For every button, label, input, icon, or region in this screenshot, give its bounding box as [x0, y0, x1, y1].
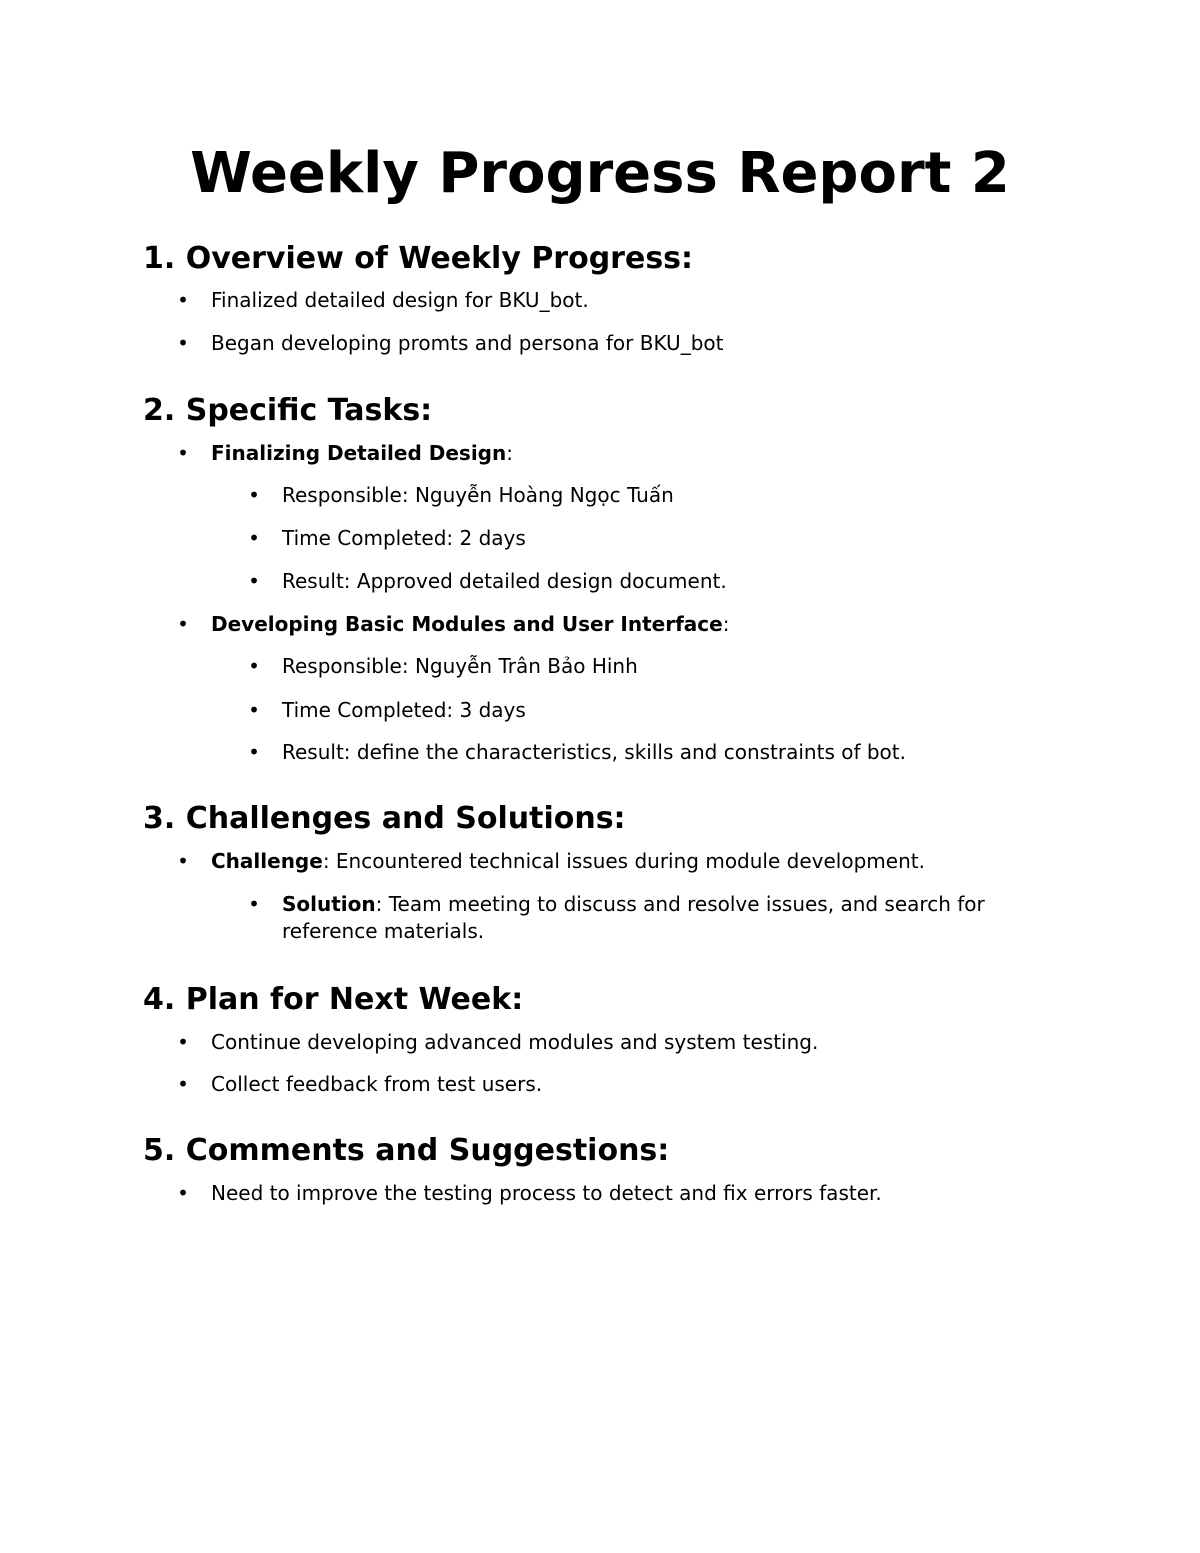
- solution-text: : Team meeting to discuss and resolve issues, and search for reference materials.: [282, 892, 985, 943]
- bullet-icon: •: [177, 288, 189, 312]
- bullet-icon: •: [248, 654, 260, 678]
- solution-item: [248, 891, 1052, 945]
- bullet-icon: •: [177, 849, 189, 873]
- section-heading-overview: 1. Overview of Weekly Progress:: [143, 241, 694, 276]
- bullet-icon: •: [177, 441, 189, 465]
- task-detail-text: Time Completed: 2 days: [282, 526, 526, 550]
- task-detail: [248, 653, 638, 680]
- solution-label: Solution: [282, 892, 376, 916]
- bullet-icon: •: [248, 892, 260, 916]
- task-suffix: :: [722, 612, 730, 636]
- section-heading-challenges: 3. Challenges and Solutions:: [143, 801, 626, 836]
- bullet-icon: •: [177, 331, 189, 355]
- task-detail-text: Responsible: Nguyễn Hoàng Ngọc Tuấn: [282, 483, 674, 507]
- bullet-icon: •: [248, 483, 260, 507]
- task-detail-text: Time Completed: 3 days: [282, 698, 526, 722]
- list-item-text: Finalized detailed design for BKU_bot.: [211, 288, 589, 312]
- list-item-text: Collect feedback from test users.: [211, 1072, 543, 1096]
- bullet-icon: •: [177, 1181, 189, 1205]
- task-detail: [248, 568, 727, 595]
- bullet-icon: •: [177, 1030, 189, 1054]
- task-name: Developing Basic Modules and User Interface: [211, 612, 723, 636]
- task-detail-text: Responsible: Nguyễn Trân Bảo Hinh: [282, 654, 638, 678]
- list-item: [177, 1180, 882, 1207]
- task-detail: [248, 697, 526, 724]
- bullet-icon: •: [177, 612, 189, 636]
- task-detail: [248, 525, 526, 552]
- task-suffix: :: [506, 441, 513, 465]
- challenge-label: Challenge: [211, 849, 323, 873]
- list-item-text: Continue developing advanced modules and system testing.: [211, 1030, 819, 1054]
- task-detail: [248, 739, 906, 766]
- section-heading-comments: 5. Comments and Suggestions:: [143, 1133, 670, 1168]
- task-item: [177, 440, 513, 467]
- report-title: Weekly Progress Report 2: [190, 141, 1010, 206]
- section-heading-tasks: 2. Specific Tasks:: [143, 393, 433, 428]
- task-detail-text: Result: define the characteristics, skills and constraints of bot.: [282, 740, 906, 764]
- task-name: Finalizing Detailed Design: [211, 441, 507, 465]
- bullet-icon: •: [248, 526, 260, 550]
- task-item: [177, 611, 730, 638]
- bullet-icon: •: [248, 569, 260, 593]
- list-item-text: Need to improve the testing process to detect and fix errors faster.: [211, 1181, 882, 1205]
- list-item: [177, 287, 589, 314]
- list-item-text: Began developing promts and persona for BKU_bot: [211, 331, 724, 355]
- task-detail-text: Result: Approved detailed design document.: [282, 569, 727, 593]
- section-heading-plan: 4. Plan for Next Week:: [143, 982, 524, 1017]
- bullet-icon: •: [177, 1072, 189, 1096]
- list-item: [177, 1029, 819, 1056]
- bullet-icon: •: [248, 740, 260, 764]
- bullet-icon: •: [248, 698, 260, 722]
- challenge-text: : Encountered technical issues during module development.: [322, 849, 925, 873]
- task-detail: [248, 482, 674, 509]
- list-item: [177, 330, 724, 357]
- list-item: [177, 1071, 543, 1098]
- challenge-item: [177, 848, 925, 875]
